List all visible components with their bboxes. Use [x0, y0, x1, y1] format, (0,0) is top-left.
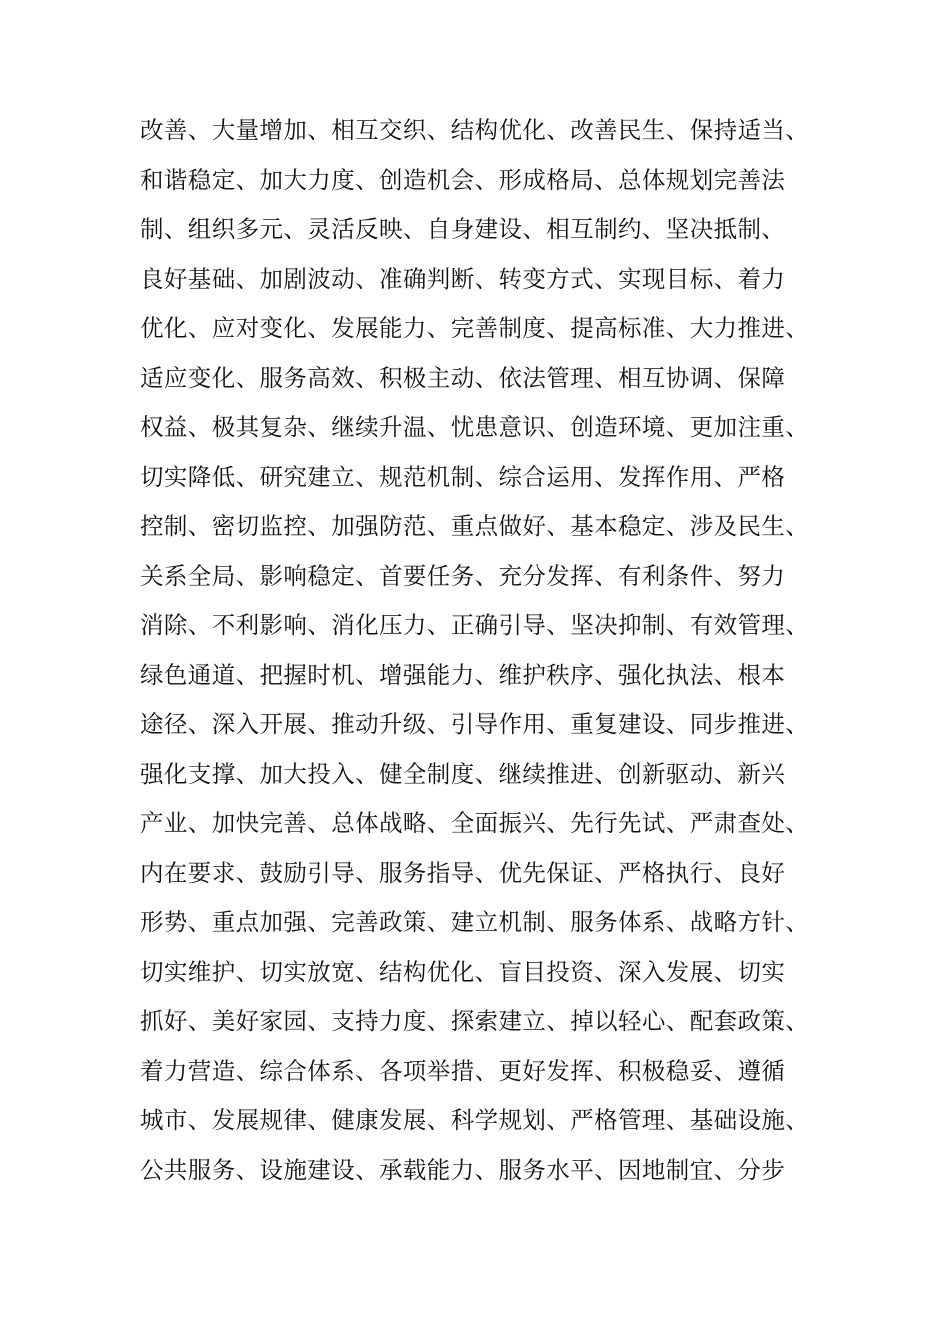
text-line: 良好基础、加剧波动、准确判断、转变方式、实现目标、着力: [140, 264, 786, 293]
text-line: 关系全局、影响稳定、首要任务、充分发挥、有利条件、努力: [140, 561, 786, 590]
text-line: 形势、重点加强、完善政策、建立机制、服务体系、战略方针、: [140, 908, 810, 936]
text-line: 控制、密切监控、加强防范、重点做好、基本稳定、涉及民生、: [140, 512, 810, 540]
text-line: 途径、深入开展、推动升级、引导作用、重复建设、同步推进、: [140, 710, 810, 738]
text-line: 抓好、美好家园、支持力度、探索建立、掉以轻心、配套政策、: [140, 1007, 810, 1035]
text-line: 消除、不利影响、消化压力、正确引导、坚决抑制、有效管理、: [140, 611, 810, 639]
text-line: 内在要求、鼓励引导、服务指导、优先保证、严格执行、良好: [140, 858, 786, 887]
text-line: 城市、发展规律、健康发展、科学规划、严格管理、基础设施、: [140, 1106, 810, 1134]
body-text: [140, 106, 830, 1195]
text-line: 优化、应对变化、发展能力、完善制度、提高标准、大力推进、: [140, 314, 810, 342]
text-line: 切实降低、研究建立、规范机制、综合运用、发挥作用、严格: [140, 462, 786, 491]
text-line: 绿色通道、把握时机、增强能力、维护秩序、强化执法、根本: [140, 660, 786, 689]
text-line: 制、组织多元、灵活反映、自身建设、相互制约、坚决抵制、: [140, 215, 786, 243]
text-line: 着力营造、综合体系、各项举措、更好发挥、积极稳妥、遵循: [140, 1056, 786, 1085]
text-line: 产业、加快完善、总体战略、全面振兴、先行先试、严肃查处、: [140, 809, 810, 837]
text-line: 适应变化、服务高效、积极主动、依法管理、相互协调、保障: [140, 363, 786, 392]
text-line: 切实维护、切实放宽、结构优化、盲目投资、深入发展、切实: [140, 957, 786, 986]
text-line: 公共服务、设施建设、承载能力、服务水平、因地制宜、分步: [140, 1155, 786, 1184]
text-line: 和谐稳定、加大力度、创造机会、形成格局、总体规划完善法: [140, 165, 786, 194]
text-line: 改善、大量增加、相互交织、结构优化、改善民生、保持适当、: [140, 116, 810, 144]
text-line: 权益、极其复杂、继续升温、忧患意识、创造环境、更加注重、: [140, 413, 810, 441]
text-line: 强化支撑、加大投入、健全制度、继续推进、创新驱动、新兴: [140, 759, 786, 788]
